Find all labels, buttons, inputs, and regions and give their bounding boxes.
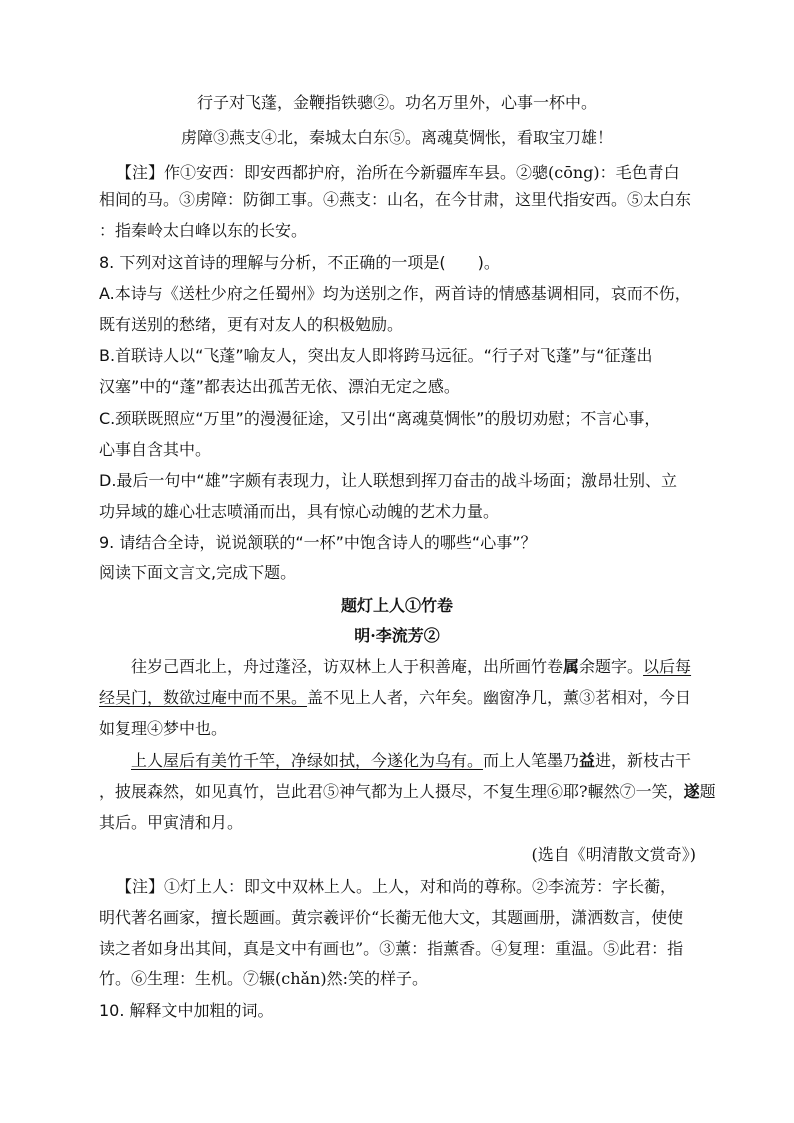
prose-note-line-4: 竹。⑥生理：生机。⑦辗(chǎn)然:笑的样子。 (99, 969, 428, 988)
option-c-line-1: C.颈联既照应“万里”的漫漫征途，又引出“离魂莫惆怅”的殷切劝慰；不言心事， (99, 409, 661, 428)
prose-text: ，披展森然，如见真竹，岂此君⑤神气都为上人摄尽，不复生理⑥耶?輾然⑦一笑， (99, 782, 684, 801)
prose-title: 题灯上人①竹卷 (340, 596, 453, 615)
prose-note-line-2: 明代著名画家，擅长题画。黄宗羲评价“长蘅无他大文，其题画册，潇洒数言，使使 (99, 908, 684, 927)
poem-note-line-2: 相间的马。③虏障：防御工事。④燕支：山名，在今甘肃，这里代指安西。⑤太白东 (99, 190, 692, 209)
option-d-line-2: 功异域的雄心壮志喷涌而出，具有惊心动魄的艺术力量。 (99, 502, 500, 521)
option-b-line-1: B.首联诗人以“飞蓬”喻友人，突出友人即将跨马远征。“行子对飞蓬”与“征蓬出 (99, 346, 653, 365)
bold-word: 属 (563, 657, 580, 676)
reading-intro: 阅读下面文言文,完成下题。 (99, 563, 297, 582)
underlined-sentence: 以后每 (643, 657, 692, 676)
question-9: 9. 请结合全诗，说说颔联的“一杯”中饱含诗人的哪些“心事”？ (99, 533, 537, 552)
prose-p2-line-3: 其后。甲寅清和月。 (99, 813, 244, 832)
option-d-line-1: D.最后一句中“雄”字颇有表现力，让人联想到挥刀奋击的战斗场面；激昂壮别、立 (99, 471, 677, 490)
prose-author: 明·李流芳② (354, 626, 440, 645)
prose-text: 而上人笔墨乃 (483, 751, 580, 770)
prose-note-line-3: 读之者如身出其间，真是文中有画也”。③薰：指薰香。④复理：重温。⑤此君：指 (99, 939, 684, 958)
option-c-line-2: 心事自含其中。 (99, 440, 212, 459)
option-a-line-2: 既有送别的愁绪，更有对友人的积极勉励。 (99, 315, 404, 334)
prose-p1-line-2 (99, 688, 691, 708)
prose-source: (选自《明清散文赏奇》) (531, 845, 696, 864)
prose-text: 题 (699, 782, 716, 801)
bold-word: 益 (579, 751, 596, 770)
underlined-sentence: 经吴门，数欲过庵中而不果。 (99, 688, 308, 707)
prose-p1-line-1 (131, 657, 691, 677)
prose-text: 进，新枝古干 (595, 751, 692, 770)
prose-note-line-1: 【注】①灯上人：即文中双林上人。上人，对和尚的尊称。②李流芳：字长蘅， (116, 877, 677, 896)
prose-p2-line-1 (131, 751, 691, 771)
question-8-stem: 8. 下列对这首诗的理解与分析，不正确的一项是( )。 (99, 253, 500, 272)
prose-text: 余题字。 (579, 657, 644, 676)
prose-text: 往岁己酉北上，舟过蓬泾，访双林上人于积善庵，出所画竹卷 (131, 657, 564, 676)
poem-note-line-1: 【注】作①安西：即安西都护府，治所在今新疆库车县。②骢(cōng)：毛色青白 (116, 163, 680, 182)
underlined-sentence: 上人屋后有美竹千竿，净绿如拭，今遂化为乌有。 (131, 751, 484, 770)
question-10: 10. 解释文中加粗的词。 (99, 1001, 274, 1020)
option-b-line-2: 汉塞”中的“蓬”都表达出孤苦无依、漂泊无定之感。 (99, 377, 460, 396)
poem-line-1: 行子对飞蓬，金鞭指铁骢②。功名万里外，心事一杯中。 (196, 93, 597, 112)
prose-p2-line-2 (99, 782, 716, 802)
poem-note-line-3: ：指秦岭太白峰以东的长安。 (99, 221, 308, 240)
bold-word: 遂 (683, 782, 700, 801)
prose-p1-line-3: 如复理④梦中也。 (99, 719, 228, 738)
prose-text: 盖不见上人者，六年矣。幽窗净几，薰③茗相对，今日 (307, 688, 692, 707)
poem-line-2: 虏障③燕支④北，秦城太白东⑤。离魂莫惆怅，看取宝刀雄！ (180, 128, 613, 147)
option-a-line-1: A.本诗与《送杜少府之任蜀州》均为送别之作，两首诗的情感基调相同，哀而不伤， (99, 284, 691, 303)
